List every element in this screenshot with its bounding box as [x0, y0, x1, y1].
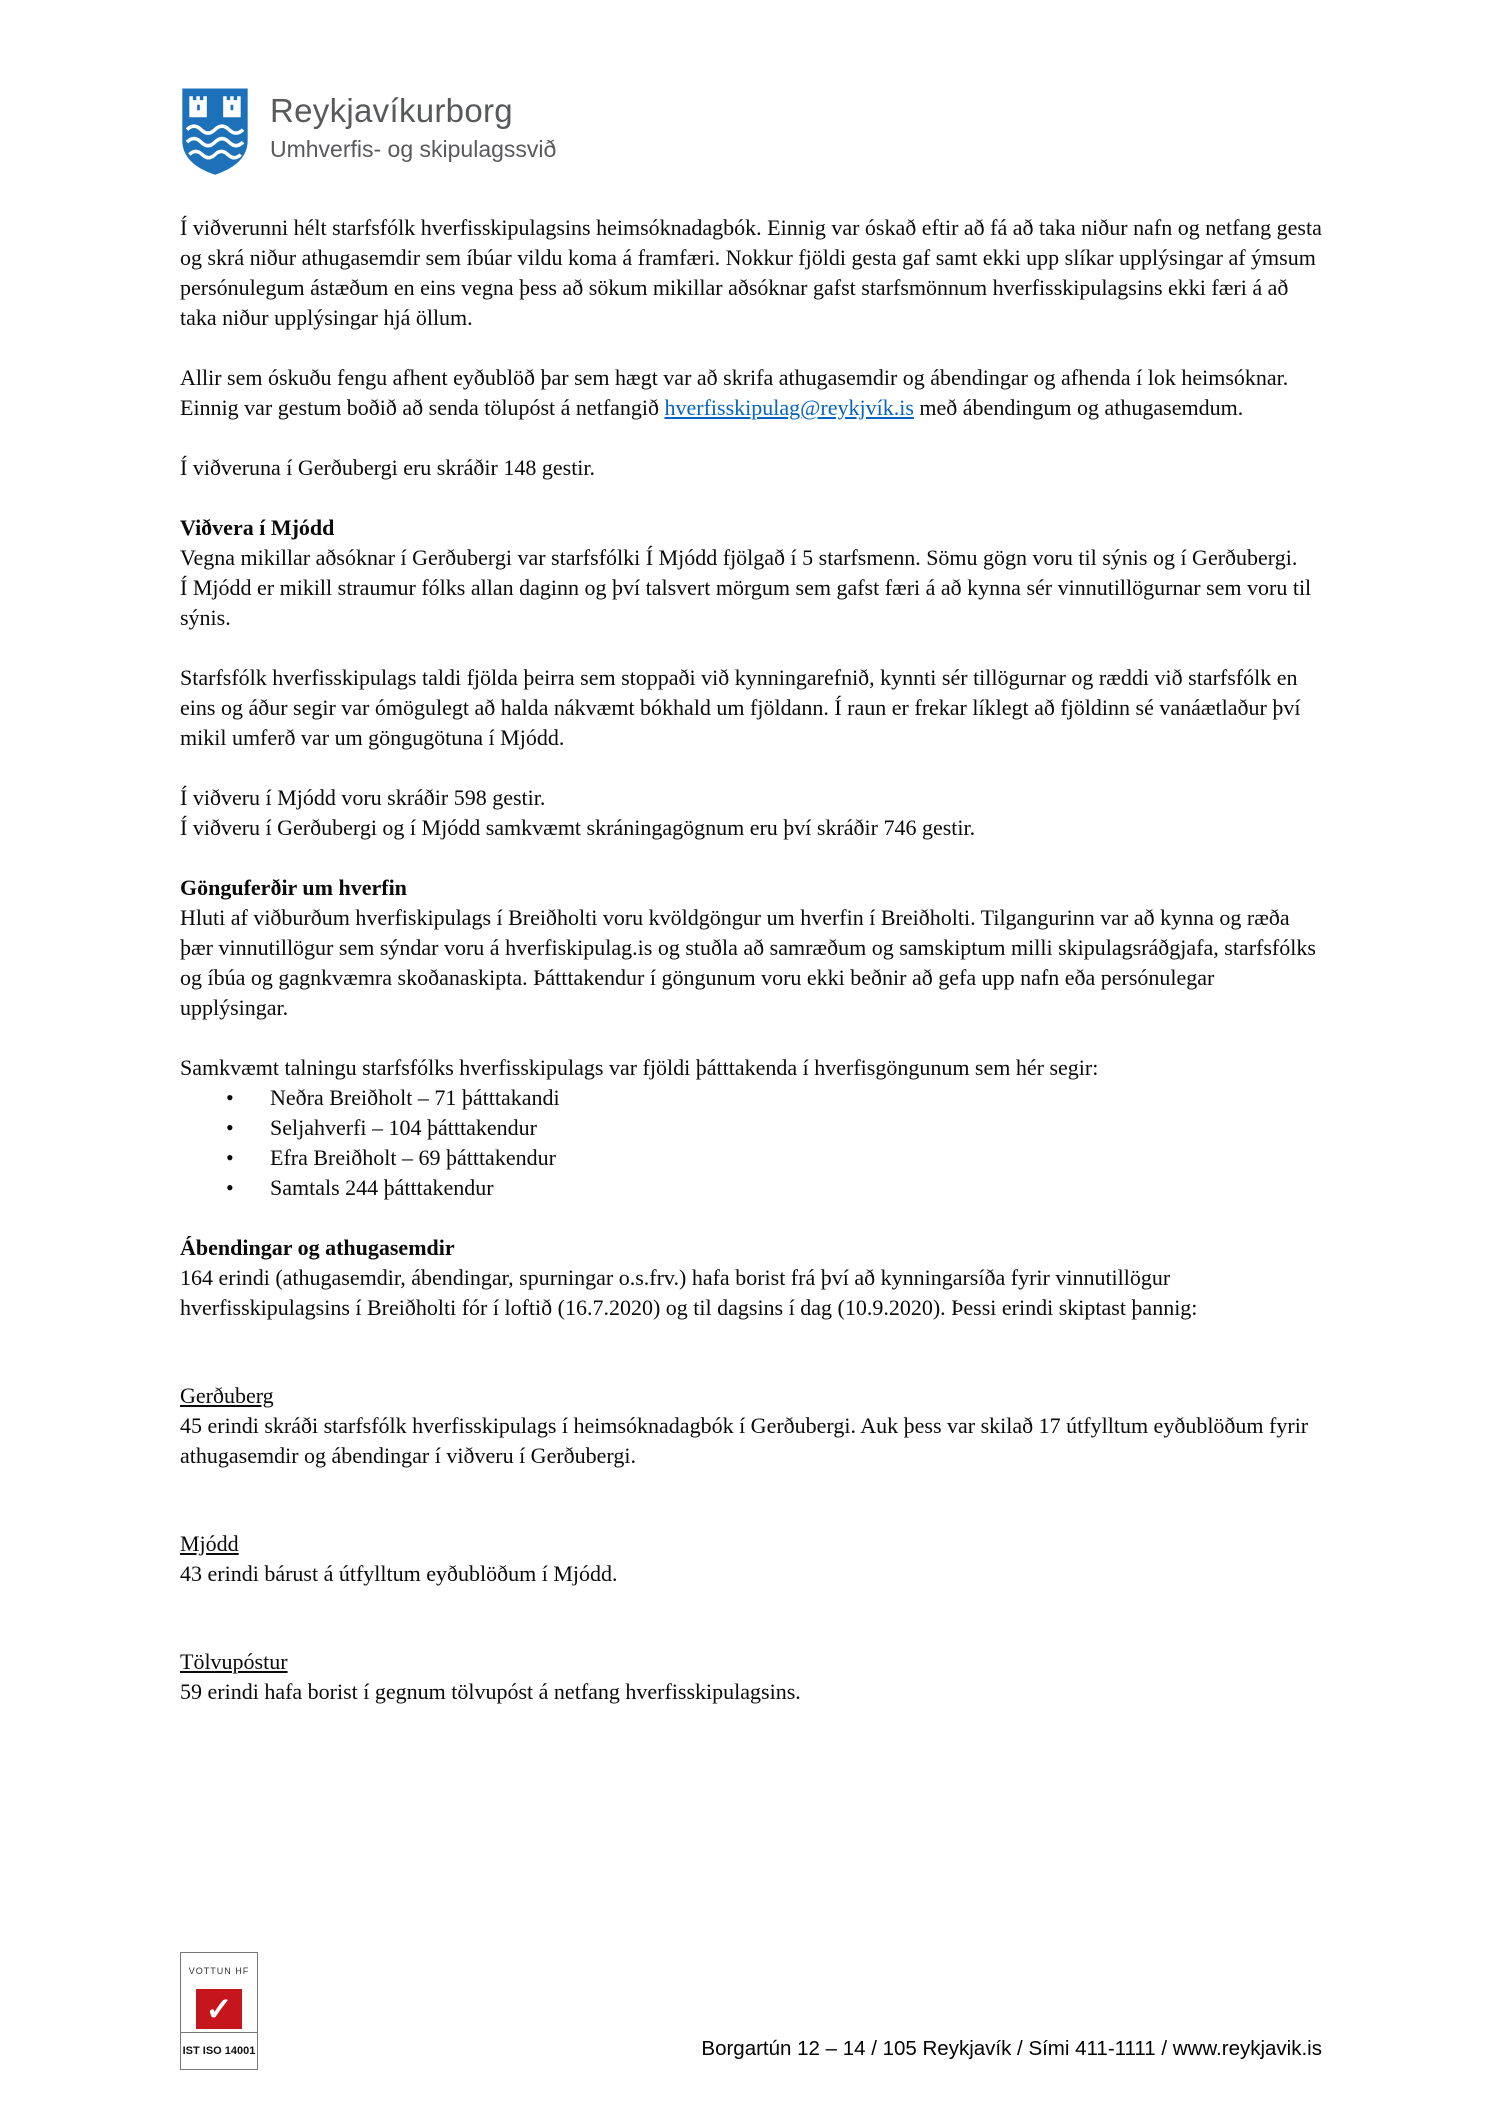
paragraph-walks: Hluti af viðburðum hverfiskipulags í Breiðholti voru kvöldgöngur um hverfin í Breiðholti. Tilgangurinn var að kynna og ræða þær vinnutillögur sem sýndar voru á hverfiskipulag.is og stuðla að samræðum og samskiptum milli skipulagsráðgjafa, starfsfólks og íbúa og gagnkvæmra skoðanaskipta. Þátttakendur í göngunum voru ekki beðnir að gefa upp nafn eða persónulegar upplýsingar. — [180, 905, 1316, 1020]
paragraph-counts-intro: Samkvæmt talningu starfsfólks hverfisskipulags var fjöldi þátttakenda í hverfisgöngunum sem hér segir: — [180, 1055, 1099, 1080]
document-content — [180, 85, 1322, 1737]
paragraph-mjodd-traffic: Í Mjódd er mikill straumur fólks allan daginn og því talsvert mörgum sem gafst færi á að kynna sér vinnutillögurnar sem voru til sýnis. — [180, 575, 1312, 630]
heading-vidvera-mjodd: Viðvera í Mjódd — [180, 515, 335, 540]
participant-counts-list — [180, 1083, 1322, 1203]
paragraph-mjodd-staff: Vegna mikillar aðsóknar í Gerðubergi var starfsfólki Í Mjódd fjölgað í 5 starfsmenn. Sömu gögn voru til sýnis og í Gerðubergi. — [180, 545, 1298, 570]
logo-text — [270, 85, 556, 162]
list-item: • Samtals 244 þátttakendur — [180, 1173, 1322, 1203]
paragraph-mjodd-counting: Starfsfólk hverfisskipulags taldi fjölda þeirra sem stoppaði við kynningarefnið, kynnti sér tillögurnar og ræddi við starfsfólk en eins og áður segir var ómögulegt að halda nákvæmt bókhald um fjöldann. Í raun er frekar líklegt að fjöldinn sé vanáætlaður því mikil umferð var um göngugötuna í Mjódd. — [180, 665, 1301, 750]
paragraph-mjodd-entries: 43 erindi bárust á útfylltum eyðublöðum í Mjódd. — [180, 1561, 618, 1586]
email-link[interactable]: hverfisskipulag@reykjvík.is — [664, 395, 914, 420]
list-item: • Neðra Breiðholt – 71 þátttakandi — [180, 1083, 1322, 1113]
paragraph-forms-text: Allir sem óskuðu fengu afhent eyðublöð þar sem hægt var að skrifa athugasemdir og ábendingar og afhenda í lok heimsóknar. Einnig var gestum boðið að senda tölupóst á netfangið — [180, 365, 1289, 420]
heading-walks: Gönguferðir um hverfin — [180, 875, 407, 900]
heading-email: Tölvupóstur — [180, 1649, 288, 1674]
page-footer — [180, 1952, 1322, 2070]
paragraph-forms-tail: með ábendingum og athugasemdum. — [913, 395, 1244, 420]
heading-mjodd: Mjódd — [180, 1531, 239, 1556]
list-item: • Seljahverfi – 104 þátttakendur — [180, 1113, 1322, 1143]
paragraph-visit-log: Í viðverunni hélt starfsfólk hverfisskipulagsins heimsóknadagbók. Einnig var óskað eftir að fá að taka niður nafn og netfang gesta og skrá niður athugasemdir sem íbúar vildu koma á framfæri. Nokkur fjöldi gesta gaf samt ekki upp slíkar upplýsingar af ýmsum persónulegum ástæðum en eins vegna þess að sökum mikillar aðsóknar gafst starfsmönnum hverfisskipulagsins ekki færi á að taka niður upplýsingar hjá öllum. — [180, 215, 1322, 330]
letterhead — [180, 85, 1322, 187]
paragraph-mjodd-count: Í viðveru í Mjódd voru skráðir 598 gestir. — [180, 785, 546, 810]
org-name: Reykjavíkurborg — [270, 92, 513, 129]
paragraph-forms — [180, 363, 1322, 423]
list-item: • Efra Breiðholt – 69 þátttakendur — [180, 1143, 1322, 1173]
reykjavik-coat-of-arms-icon — [180, 85, 250, 187]
iso-certification-icon — [180, 1952, 258, 2070]
paragraph-total-count: Í viðveru í Gerðubergi og í Mjódd samkvæmt skráningagögnum eru því skráðir 746 gestir. — [180, 815, 976, 840]
checkmark-icon: ✓ — [196, 1989, 242, 2029]
org-department: Umhverfis- og skipulagssvið — [270, 136, 557, 162]
cert-bottom-label: IST ISO 14001 — [181, 2032, 257, 2069]
paragraph-email-entries: 59 erindi hafa borist í gegnum tölvupóst á netfang hverfisskipulagsins. — [180, 1679, 801, 1704]
cert-top-label: VOTTUN HF — [188, 1966, 250, 1976]
footer-address: Borgartún 12 – 14 / 105 Reykjavík / Sími 411-1111 / www.reykjavik.is — [701, 2037, 1322, 2060]
paragraph-feedback: 164 erindi (athugasemdir, ábendingar, spurningar o.s.frv.) hafa borist frá því að kynningarsíða fyrir vinnutillögur hverfisskipulagsins í Breiðholti fór í loftið (16.7.2020) og til dagsins í dag (10.9.2020). Þessi erindi skiptast þannig: — [180, 1265, 1198, 1320]
heading-gerduberg: Gerðuberg — [180, 1383, 274, 1408]
paragraph-gerduberg-count: Í viðveruna í Gerðubergi eru skráðir 148 gestir. — [180, 455, 596, 480]
paragraph-gerduberg-entries: 45 erindi skráði starfsfólk hverfisskipulags í heimsóknadagbók í Gerðubergi. Auk þess var skilað 17 útfylltum eyðublöðum fyrir athugasemdir og ábendingar í viðveru í Gerðubergi. — [180, 1413, 1309, 1468]
heading-feedback: Ábendingar og athugasemdir — [180, 1235, 455, 1260]
